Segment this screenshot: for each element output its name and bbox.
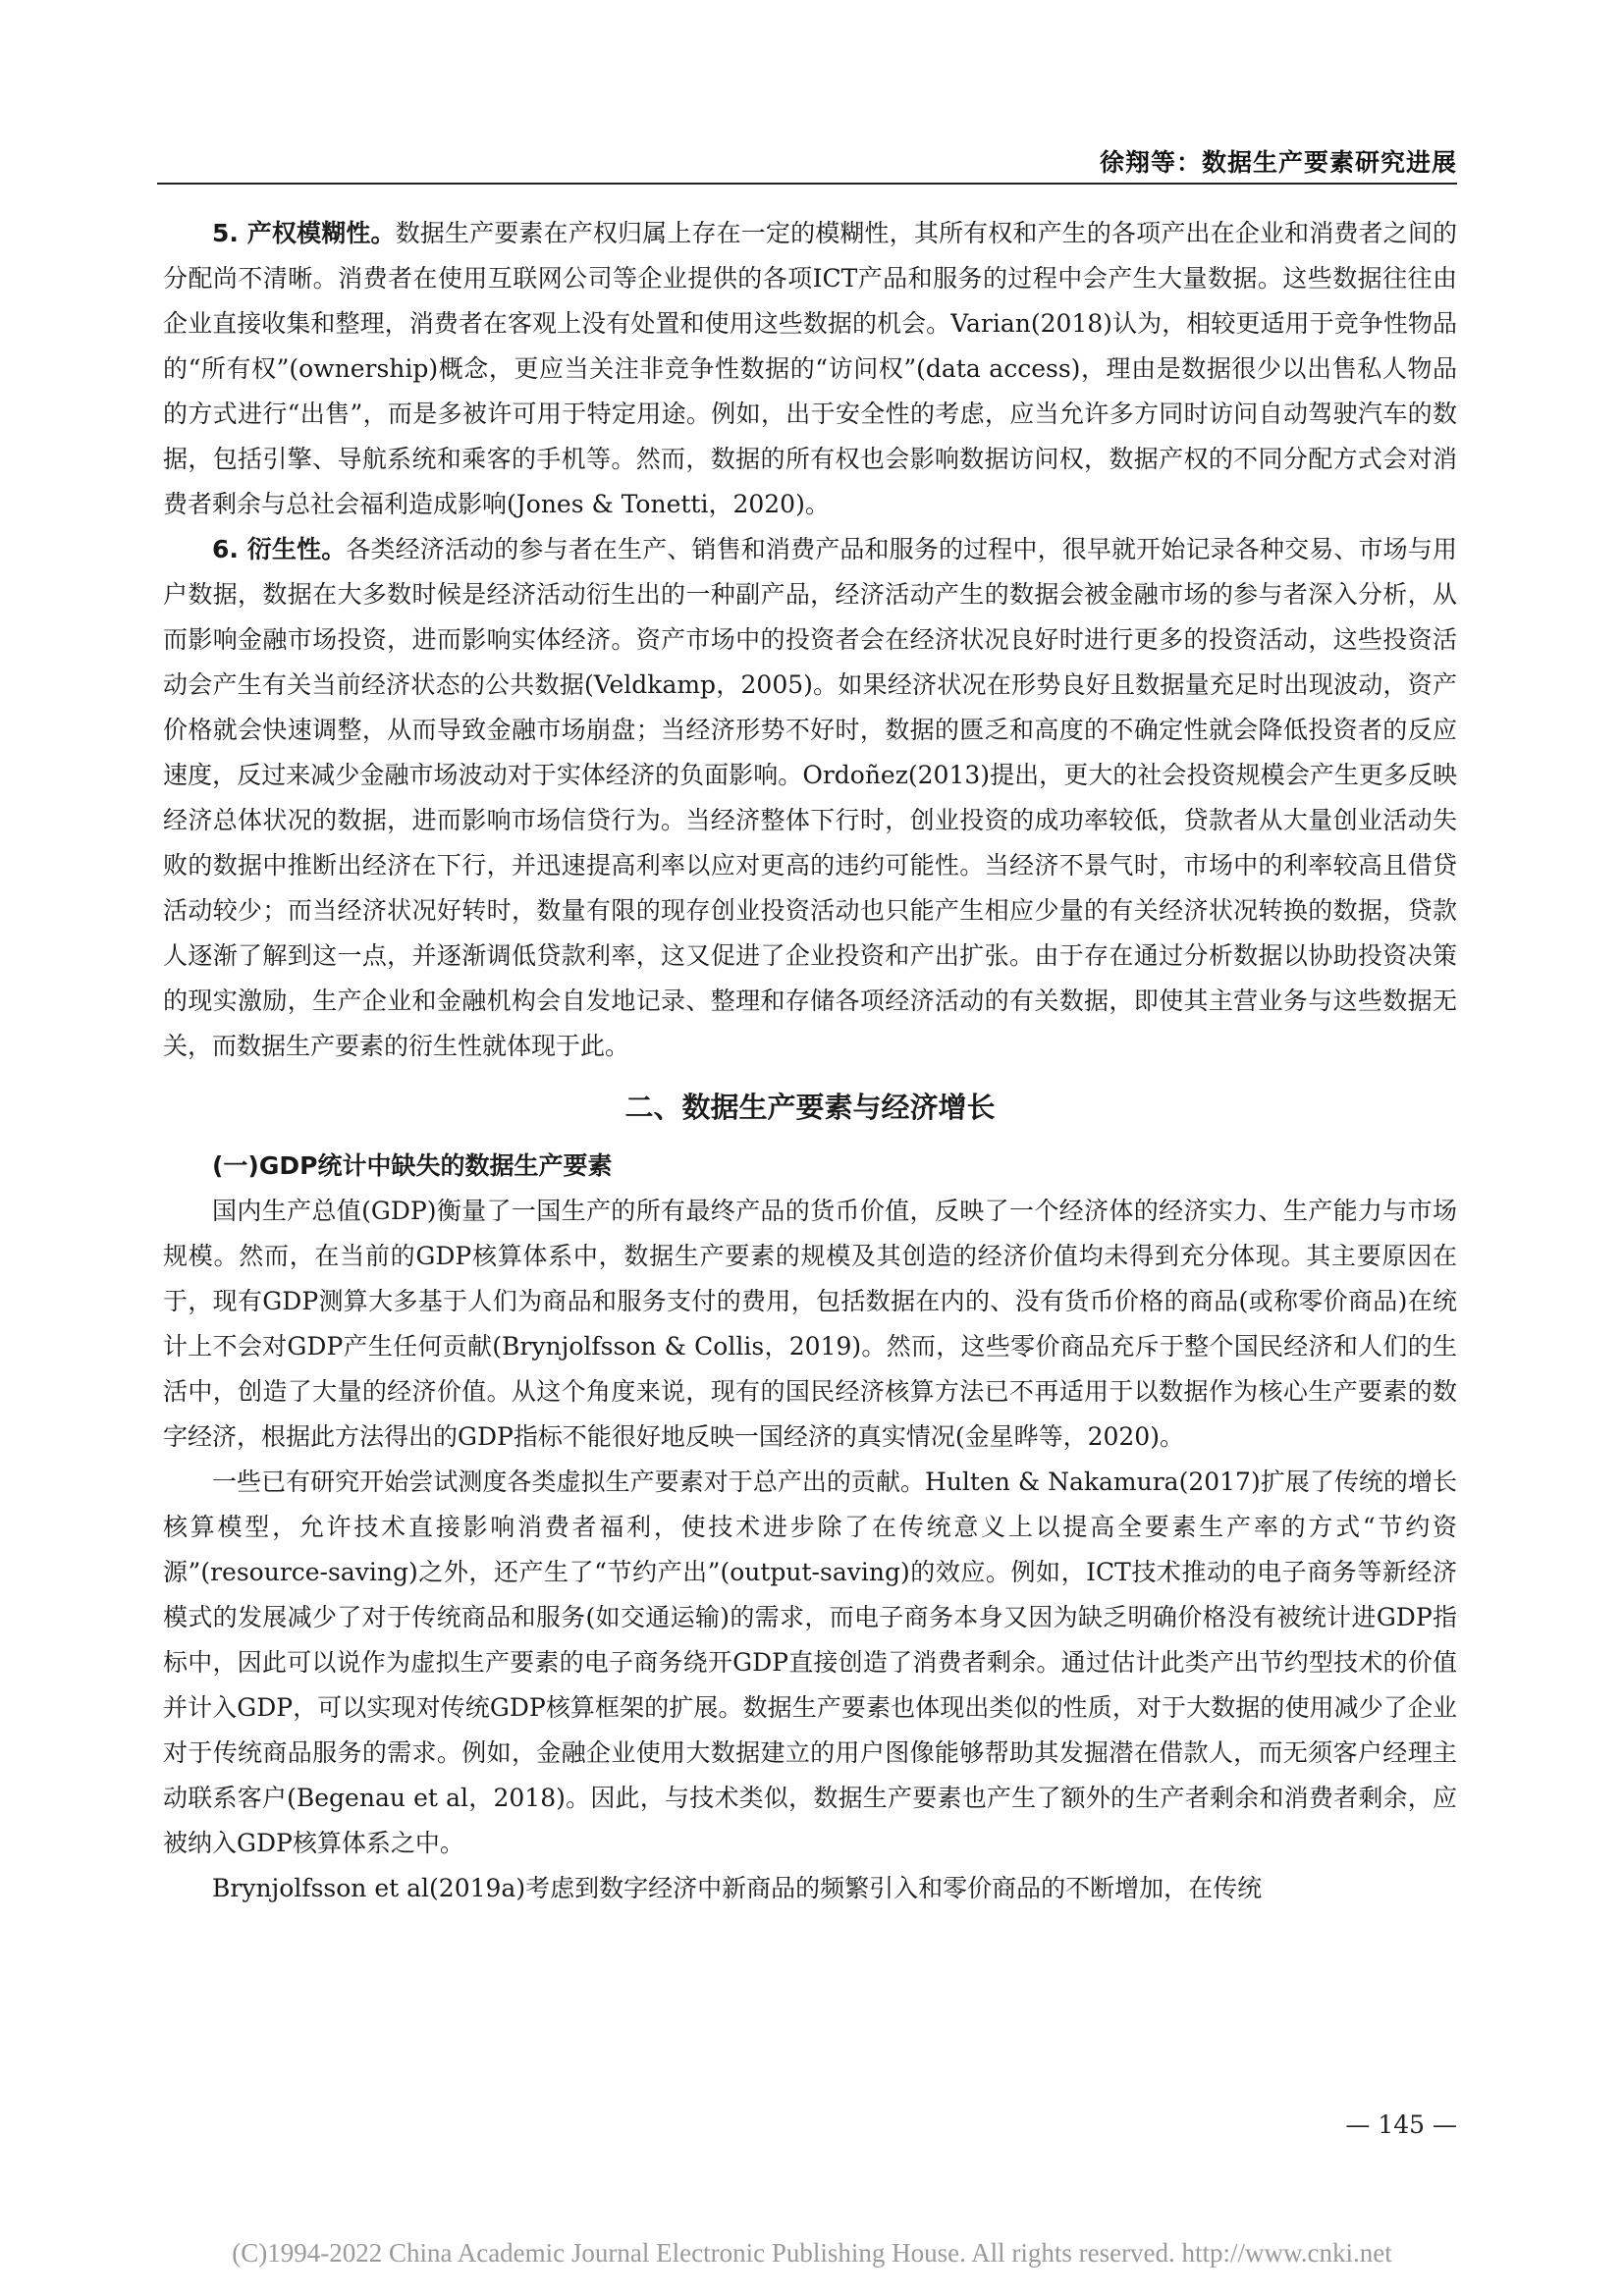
paragraph-gdp: 国内生产总值(GDP)衡量了一国生产的所有最终产品的货币价值，反映了一个经济体的经济实力、生产能力与市场规模。然而，在当前的GDP核算体系中，数据生产要素的规模及其创造的经济价值均未得到充分体现。其主要原因在于，现有GDP测算大多基于人们为商品和服务支付的费用，包括数据在内的、没有货币价格的商品(或称零价商品)在统计上不会对GDP产生任何贡献(Brynjolfsson & Collis，2019)。然而，这些零价商品充斥于整个国民经济和人们的生活中，创造了大量的经济价值。从这个角度来说，现有的国民经济核算方法已不再适用于以数据作为核心生产要素的数字经济，根据此方法得出的GDP指标不能很好地反映一国经济的真实情况(金星晔等，2020)。: [163, 1197, 1457, 1451]
paragraph-brynjolfsson: Brynjolfsson et al(2019a)考虑到数字经济中新商品的频繁引入和零价商品的不断增加，在传统: [212, 1874, 1263, 1902]
running-head-title: 徐翔等：数据生产要素研究进展: [1099, 148, 1457, 177]
copyright-notice: (C)1994-2022 China Academic Journal Electronic Publishing House. All rights reserved. http://www.cnki.net: [232, 2238, 1392, 2268]
header-rule: [157, 183, 1457, 185]
subsection-title: (一)GDP统计中缺失的数据生产要素: [212, 1151, 613, 1180]
paragraph-lead: 6. 衍生性。: [212, 535, 347, 563]
article-body: [163, 211, 1457, 1911]
paragraph-property-ambiguity: [163, 211, 1457, 527]
paragraph-text: 数据生产要素在产权归属上存在一定的模糊性，其所有权和产生的各项产出在企业和消费者之间的分配尚不清晰。消费者在使用互联网公司等企业提供的各项ICT产品和服务的过程中会产生大量数据。这些数据往往由企业直接收集和整理，消费者在客观上没有处置和使用这些数据的机会。Varian(2018)认为，相较更适用于竞争性物品的“所有权”(ownership)概念，更应当关注非竞争性数据的“访问权”(data access)，理由是数据很少以出售私人物品的方式进行“出售”，而是多被许可用于特定用途。例如，出于安全性的考虑，应当允许多方同时访问自动驾驶汽车的数据，包括引擎、导航系统和乘客的手机等。然而，数据的所有权也会影响数据访问权，数据产权的不同分配方式会对消费者剩余与总社会福利造成影响(Jones & Tonetti，2020)。: [163, 219, 1457, 518]
paragraph-lead: 5. 产权模糊性。: [212, 219, 396, 247]
paragraph-derivativeness: [163, 527, 1457, 1069]
paragraph-virtual-factors: 一些已有研究开始尝试测度各类虚拟生产要素对于总产出的贡献。Hulten & Nakamura(2017)扩展了传统的增长核算模型，允许技术直接影响消费者福利，使技术进步除了在传统意义上以提高全要素生产率的方式“节约资源”(resource-saving)之外，还产生了“节约产出”(output-saving)的效应。例如，ICT技术推动的电子商务等新经济模式的发展减少了对于传统商品和服务(如交通运输)的需求，而电子商务本身又因为缺乏明确价格没有被统计进GDP指标中，因此可以说作为虚拟生产要素的电子商务绕开GDP直接创造了消费者剩余。通过估计此类产出节约型技术的价值并计入GDP，可以实现对传统GDP核算框架的扩展。数据生产要素也体现出类似的性质，对于大数据的使用减少了企业对于传统商品服务的需求。例如，金融企业使用大数据建立的用户图像能够帮助其发掘潜在借款人，而无须客户经理主动联系客户(Begenau et al，2018)。因此，与技术类似，数据生产要素也产生了额外的生产者剩余和消费者剩余，应被纳入GDP核算体系之中。: [163, 1468, 1457, 1857]
page-number: — 145 —: [1345, 2110, 1457, 2139]
paragraph-text: 各类经济活动的参与者在生产、销售和消费产品和服务的过程中，很早就开始记录各种交易、市场与用户数据，数据在大多数时候是经济活动衍生出的一种副产品，经济活动产生的数据会被金融市场的参与者深入分析，从而影响金融市场投资，进而影响实体经济。资产市场中的投资者会在经济状况良好时进行更多的投资活动，这些投资活动会产生有关当前经济状态的公共数据(Veldkamp，2005)。如果经济状况在形势良好且数据量充足时出现波动，资产价格就会快速调整，从而导致金融市场崩盘；当经济形势不好时，数据的匮乏和高度的不确定性就会降低投资者的反应速度，反过来减少金融市场波动对于实体经济的负面影响。Ordoñez(2013)提出，更大的社会投资规模会产生更多反映经济总体状况的数据，进而影响市场信贷行为。当经济整体下行时，创业投资的成功率较低，贷款者从大量创业活动失败的数据中推断出经济在下行，并迅速提高利率以应对更高的违约可能性。当经济不景气时，市场中的利率较高且借贷活动较少；而当经济状况好转时，数量有限的现存创业投资活动也只能产生相应少量的有关经济状况转换的数据，贷款人逐渐了解到这一点，并逐渐调低贷款利率，这又促进了企业投资和产出扩张。由于存在通过分析数据以协助投资决策的现实激励，生产企业和金融机构会自发地记录、整理和存储各项经济活动的有关数据，即使其主营业务与这些数据无关，而数据生产要素的衍生性就体现于此。: [163, 535, 1457, 1060]
section-title: 二、数据生产要素与经济增长: [624, 1091, 996, 1124]
